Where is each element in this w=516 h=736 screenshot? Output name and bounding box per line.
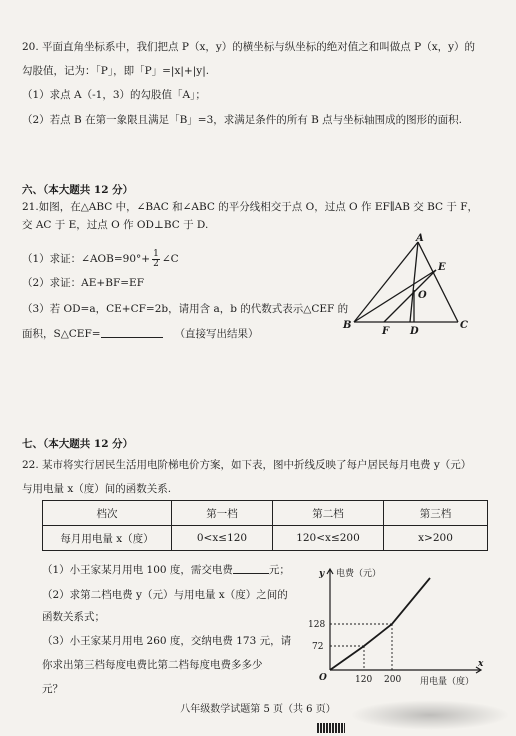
q22-part-3-line-1: （3）小王家某月用电 260 度，交纳电费 173 元，请 [42,635,292,647]
label-b: B [343,320,352,331]
section-6-heading: 六、（本大题共 12 分） [22,184,134,196]
q21-answer-note: （直接写出结果） [174,328,259,340]
side-ab [354,242,418,322]
y-axis-title: 电费（元） [336,569,382,579]
section-7-heading: 七、（本大题共 12 分） [22,438,134,450]
q20-line-1: 20. 平面直角坐标系中，我们把点 P（x，y）的横坐标与纵坐标的绝对值之和叫做点 P（x，y）的 [22,41,476,53]
q22-part-3-line-2: 你求出第三档每度电费比第二档每度电费多多少 [42,659,263,671]
x-tick-120: 120 [355,675,373,685]
x-axis-title: 用电量（度） [420,677,475,687]
label-a: A [416,233,424,244]
table-header-cell: 档次 [43,501,172,526]
barcode-icon [317,723,345,733]
y-tick-72: 72 [312,642,324,652]
q22-part-1-unit: 元； [268,564,290,576]
segment-ef [384,270,436,322]
q21-line-2: 交 AC 于 E，过点 O 作 OD⊥BC 于 D. [22,219,209,231]
answer-blank [101,326,163,338]
q21-area-label: 面积，S△CEF= [22,328,101,340]
q21-part-2: （2）求证：AE+BF=EF [22,277,144,289]
y-axis-label: y [319,569,325,579]
q22-line-2: 与用电量 x（度）间的函数关系. [22,483,172,495]
q21-part-3-line-2 [22,326,259,341]
q22-line-1: 22. 某市将实行居民生活用电阶梯电价方案，如下表，图中折线反映了每户居民每月电费 y（元） [22,459,472,471]
page-footer: 八年级数学试题第 5 页（共 6 页） [180,704,336,715]
electricity-tier-table [42,500,488,551]
q22-part-2-line-2: 函数关系式； [42,611,105,623]
q22-part-1 [42,562,290,577]
q21-line-1: 21.如图，在△ABC 中，∠BAC 和∠ABC 的平分线相交于点 O，过点 O 作 EF∥AB 交 BC 于 F， [22,201,479,213]
table-header-row [43,501,488,526]
fraction-numerator: 1 [153,248,159,259]
fraction-denominator: 2 [153,258,159,269]
table-cell: 每月用电量 x（度） [43,526,172,551]
q20-part-2: （2）若点 B 在第一象限且满足「B」=3，求满足条件的所有 B 点与坐标轴围成的图形的面积. [22,114,462,126]
q21-part-1 [22,248,179,270]
table-header-cell: 第二档 [273,501,384,526]
label-f: F [382,326,390,337]
x-tick-200: 200 [384,675,402,685]
answer-blank [233,562,269,574]
table-cell: x>200 [384,526,488,551]
q20-part-1: （1）求点 A（-1，3）的勾股值「A」； [22,89,206,101]
one-half-fraction [152,250,160,269]
table-header-cell: 第三档 [384,501,488,526]
table-header-cell: 第一档 [172,501,273,526]
table-cell: 120<x≤200 [273,526,384,551]
triangle-figure [340,234,480,344]
label-e: E [438,262,446,273]
price-graph [300,562,500,692]
x-axis-label: x [478,659,484,669]
q20-line-2: 勾股值，记为：「P」，即「P」=|x|+|y|. [22,65,210,77]
q21-part-3-line-1: （3）若 OD=a，CE+CF=2b，请用含 a，b 的代数式表示△CEF 的 [22,303,349,315]
table-cell: 0<x≤120 [172,526,273,551]
q21-part-1-text: （1）求证：∠AOB=90°+ [22,253,151,265]
q22-part-1-text: （1）小王家某月用电 100 度，需交电费 [42,564,233,576]
q22-part-3-line-3: 元？ [42,683,63,695]
label-c: C [460,320,468,331]
origin-label: O [319,673,327,683]
q22-part-2-line-1: （2）求第二档电费 y（元）与用电量 x（度）之间的 [42,589,288,601]
q21-part-1-angle: ∠C [161,253,179,265]
label-o: O [418,290,427,301]
y-tick-128: 128 [308,620,326,630]
table-row [43,526,488,551]
label-d: D [410,326,419,337]
